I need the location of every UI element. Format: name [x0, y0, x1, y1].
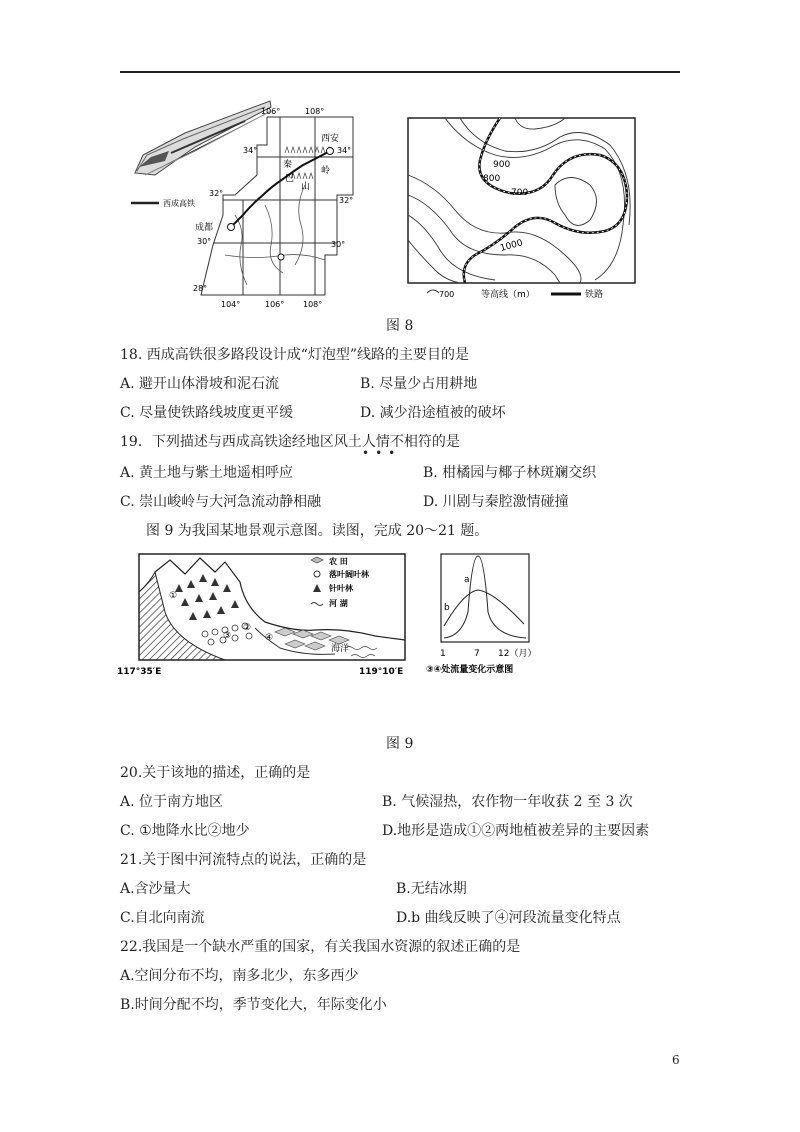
lon-108-top: 108° [305, 107, 325, 116]
train-illustration [135, 101, 271, 175]
fig8-map [125, 95, 365, 310]
q18-option-c: C. 尽量使铁路线坡度更平缓 [120, 405, 294, 421]
place-qin: 秦 [283, 160, 293, 170]
header-rule [120, 71, 680, 73]
lon-106-bottom: 106° [265, 300, 285, 309]
lon-left-label: 117°35′E [117, 667, 162, 677]
legend-conifer: 针叶林 [329, 584, 353, 593]
fig8-caption: 图 8 [386, 318, 414, 334]
contour-800: 800 [483, 174, 501, 184]
q21-option-c: C.自北向南流 [120, 910, 205, 926]
q21-stem: 21.关于图中河流特点的说法，正确的是 [120, 852, 367, 868]
q21-option-b: B.无结冰期 [396, 881, 467, 897]
curve-a-label: a [464, 575, 470, 585]
q18-stem: 18. 西成高铁很多路段设计成“灯泡型”线路的主要目的是 [120, 347, 470, 363]
legend-deciduous: 落叶阔叶林 [329, 570, 369, 579]
emphasis-dots: ••• [362, 446, 402, 460]
q20-option-b: B. 气候湿热，农作物一年收获 2 至 3 次 [382, 794, 633, 810]
lat-32-right: 32° [339, 196, 354, 205]
q19-option-c: C. 崇山峻岭与大河急流动静相融 [120, 494, 322, 510]
mark-3: ③ [223, 631, 232, 641]
lon-104-bottom: 104° [221, 300, 241, 309]
fig9-flow-chart [424, 552, 544, 678]
q21-option-d: D.b 曲线反映了④河段流量变化特点 [396, 910, 621, 926]
x-tick-12: 12（月） [498, 649, 537, 659]
sea-label: 海洋 [331, 644, 350, 654]
fig9-intro: 图 9 为我国某地景观示意图。读图，完成 20～21 题。 [146, 523, 489, 539]
q20-option-c: C. ①地降水比②地少 [120, 823, 250, 839]
place-xian: 西安 [321, 134, 340, 144]
q19-option-d: D. 川剧与秦腔激情碰撞 [423, 494, 569, 510]
mark-4: ④ [265, 633, 274, 643]
q22-stem: 22.我国是一个缺水严重的国家，有关我国水资源的叙述正确的是 [120, 939, 521, 955]
q22-option-a: A.空间分布不均，南多北少，东多西少 [120, 968, 359, 984]
contour-1000: 1000 [499, 238, 524, 254]
fig8-contour-map [405, 115, 645, 305]
lon-108-bottom: 108° [303, 300, 323, 309]
fig9-caption: 图 9 [386, 736, 414, 752]
q20-stem: 20.关于该地的描述，正确的是 [120, 765, 311, 781]
q19-option-b: B. 柑橘园与椰子林斑斓交织 [423, 465, 597, 481]
q20-option-d: D.地形是造成①②两地植被差异的主要因素 [382, 823, 650, 839]
place-ba: 巴 [285, 174, 295, 184]
legend-rail-label: 西成高铁 [163, 199, 195, 208]
legend-rail-text: 铁路 [585, 290, 604, 300]
q22-option-b: B.时间分配不均，季节变化大，年际变化小 [120, 997, 387, 1013]
q18-option-b: B. 尽量少占用耕地 [360, 376, 478, 392]
contour-700: 700 [511, 188, 529, 198]
lon-right-label: 119°10′E [359, 667, 404, 677]
contour-900: 900 [493, 160, 511, 170]
mark-2: ② [243, 623, 252, 633]
place-chengdu: 成都 [195, 223, 214, 233]
mark-1: ① [169, 591, 178, 601]
q19-option-a: A. 黄土地与紫土地遥相呼应 [120, 465, 294, 481]
legend-contour-text: 等高线（m） [481, 290, 535, 300]
legend-contour-value: 700 [439, 290, 455, 299]
flow-chart-caption: ③④处流量变化示意图 [426, 665, 514, 675]
q21-option-a: A.含沙量大 [120, 881, 191, 897]
legend-river: 河 湖 [329, 599, 348, 608]
lat-30-left: 30° [197, 237, 212, 246]
lat-30-right: 30° [331, 240, 346, 249]
q18-option-a: A. 避开山体滑坡和泥石流 [120, 376, 280, 392]
lat-28-left: 28° [193, 284, 208, 293]
lon-106-top: 106° [261, 107, 281, 116]
q20-option-a: A. 位于南方地区 [120, 794, 224, 810]
fig9-landscape [115, 552, 415, 680]
lat-32-left: 32° [209, 189, 224, 198]
q19-stem: 19．下列描述与西成高铁途经地区风土人情不相符的是 [120, 434, 460, 450]
legend-farm: 农 田 [329, 557, 348, 566]
place-ling: 岭 [321, 166, 331, 176]
curve-b-label: b [444, 603, 450, 613]
lat-34-left: 34° [243, 146, 258, 155]
lat-34-right: 34° [337, 146, 352, 155]
x-tick-7: 7 [474, 649, 480, 659]
page-number: 6 [672, 1053, 680, 1067]
q18-option-d: D. 减少沿途植被的破坏 [360, 405, 506, 421]
x-tick-1: 1 [440, 649, 446, 659]
place-shan: 山 [301, 182, 311, 192]
